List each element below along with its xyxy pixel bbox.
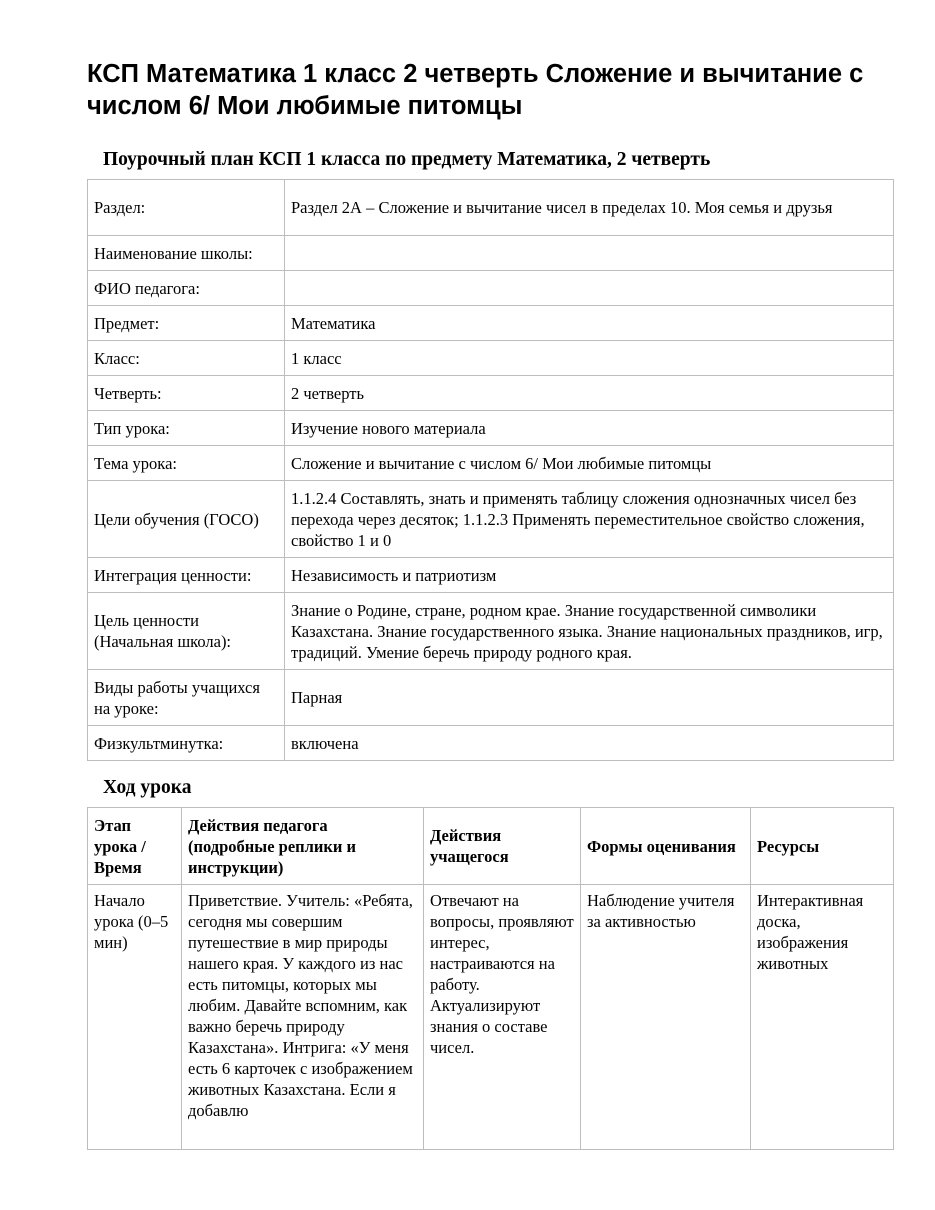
info-label: Интеграция ценности: bbox=[88, 558, 285, 593]
document-title: КСП Математика 1 класс 2 четверть Сложение и вычитание с числом 6/ Мои любимые питомцы bbox=[87, 60, 864, 120]
info-value: 1.1.2.4 Составлять, знать и применять таблицу сложения однозначных чисел без перехода через десяток; 1.1.2.3 Применять переместительное свойство сложения, свойство 1 и 0 bbox=[285, 481, 894, 558]
info-label: Виды работы учащихся на уроке: bbox=[88, 670, 285, 726]
info-value: Математика bbox=[285, 306, 894, 341]
table-header-row bbox=[88, 808, 894, 885]
stage-cell: Начало урока (0–5 мин) bbox=[88, 885, 182, 1150]
assessment-cell: Наблюдение учителя за активностью bbox=[581, 885, 751, 1150]
table-row bbox=[88, 481, 894, 558]
info-value bbox=[285, 236, 894, 271]
lesson-flow-heading: Ход урока bbox=[103, 777, 192, 798]
info-label: Цель ценности (Начальная школа): bbox=[88, 593, 285, 670]
info-value: Парная bbox=[285, 670, 894, 726]
table-row bbox=[88, 341, 894, 376]
info-label: Предмет: bbox=[88, 306, 285, 341]
info-value: Знание о Родине, стране, родном крае. Знание государственной символики Казахстана. Знание государственного языка. Знание национальных праздников, игр, традиций. Умение беречь природу родного края. bbox=[285, 593, 894, 670]
info-value bbox=[285, 271, 894, 306]
info-value: включена bbox=[285, 726, 894, 761]
info-value: Раздел 2А – Сложение и вычитание чисел в пределах 10. Моя семья и друзья bbox=[285, 180, 894, 236]
info-value: Независимость и патриотизм bbox=[285, 558, 894, 593]
info-label: Тема урока: bbox=[88, 446, 285, 481]
student-actions-cell: Отвечают на вопросы, проявляют интерес, настраиваются на работу. Актуализируют знания о составе чисел. bbox=[424, 885, 581, 1150]
table-row bbox=[88, 885, 894, 1150]
table-row bbox=[88, 271, 894, 306]
info-value: 2 четверть bbox=[285, 376, 894, 411]
table-row bbox=[88, 411, 894, 446]
teacher-actions-cell: Приветствие. Учитель: «Ребята, сегодня мы совершим путешествие в мир природы нашего края. У каждого из нас есть питомцы, которых мы любим. Давайте вспомним, как важно беречь природу Казахстана». Интрига: «У меня есть 6 карточек с изображением животных Казахстана. Если я добавлю bbox=[182, 885, 424, 1150]
column-header-teacher: Действия педагога (подробные реплики и инструкции) bbox=[182, 808, 424, 885]
table-row bbox=[88, 558, 894, 593]
table-row bbox=[88, 236, 894, 271]
table-row bbox=[88, 180, 894, 236]
info-label: ФИО педагога: bbox=[88, 271, 285, 306]
table-row bbox=[88, 446, 894, 481]
table-row bbox=[88, 376, 894, 411]
column-header-resources: Ресурсы bbox=[751, 808, 894, 885]
info-label: Физкультминутка: bbox=[88, 726, 285, 761]
info-label: Цели обучения (ГОСО) bbox=[88, 481, 285, 558]
lesson-info-table bbox=[87, 179, 894, 761]
column-header-students: Действия учащегося bbox=[424, 808, 581, 885]
table-row bbox=[88, 593, 894, 670]
table-row bbox=[88, 670, 894, 726]
info-label: Класс: bbox=[88, 341, 285, 376]
info-value: Изучение нового материала bbox=[285, 411, 894, 446]
resources-cell: Интерактивная доска, изображения животных bbox=[751, 885, 894, 1150]
info-value: 1 класс bbox=[285, 341, 894, 376]
column-header-assessment: Формы оценивания bbox=[581, 808, 751, 885]
table-row bbox=[88, 726, 894, 761]
info-value: Сложение и вычитание с числом 6/ Мои любимые питомцы bbox=[285, 446, 894, 481]
info-label: Тип урока: bbox=[88, 411, 285, 446]
info-label: Наименование школы: bbox=[88, 236, 285, 271]
plan-heading: Поурочный план КСП 1 класса по предмету Математика, 2 четверть bbox=[103, 149, 711, 170]
table-row bbox=[88, 306, 894, 341]
column-header-stage: Этап урока / Время bbox=[88, 808, 182, 885]
info-label: Раздел: bbox=[88, 180, 285, 236]
lesson-flow-table bbox=[87, 807, 894, 1150]
info-label: Четверть: bbox=[88, 376, 285, 411]
